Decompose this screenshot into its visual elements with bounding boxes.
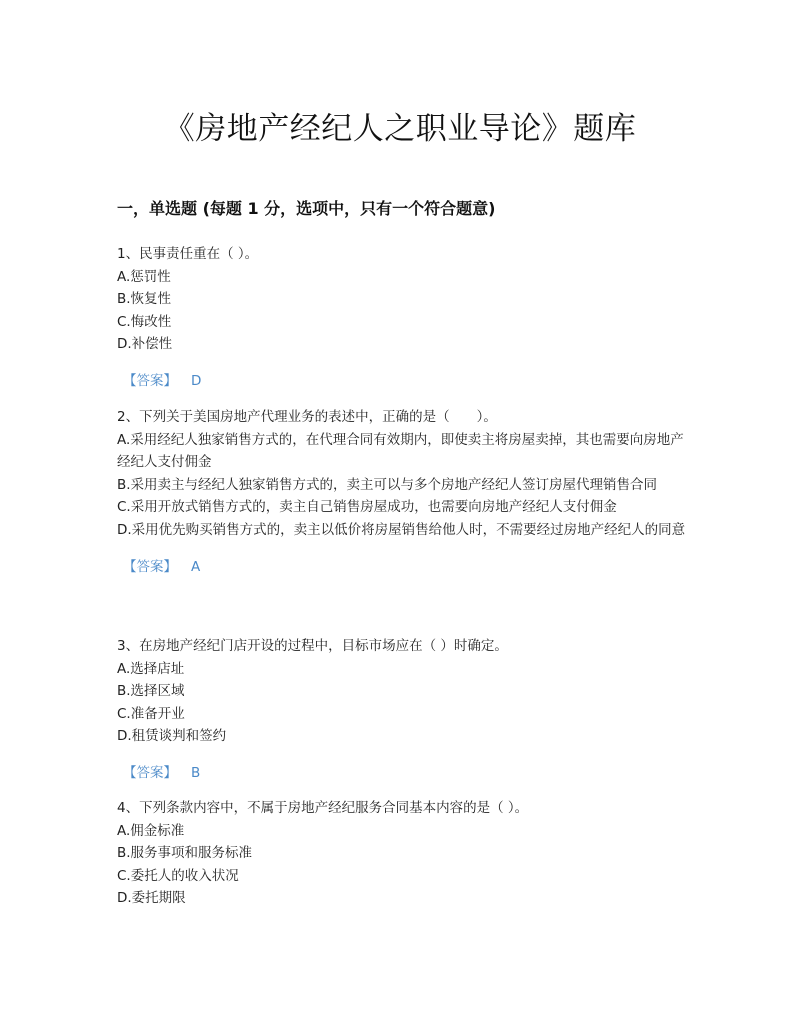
option-c: C.委托人的收入状况 [117,867,239,884]
option-b: B.选择区域 [117,683,185,700]
question-stem: 3、在房地产经纪门店开设的过程中，目标市场应在（ ）时确定。 [117,638,508,654]
question-3 [117,635,687,785]
answer-tag: 【答案】 [123,372,177,389]
question-1 [117,243,687,393]
option-d: D.补偿性 [117,336,173,353]
option-c: C.准备开业 [117,705,185,722]
page-title: 《房地产经纪人之职业导论》题库 [163,111,637,147]
option-b: B.采用卖主与经纪人独家销售方式的，卖主可以与多个房地产经纪人签订房屋代理销售合同 [117,476,658,493]
question-stem: 1、民事责任重在（ ）。 [117,246,259,262]
option-c: C.采用开放式销售方式的，卖主自己销售房屋成功，也需要向房地产经纪人支付佣金 [117,499,617,516]
option-d: D.租赁谈判和签约 [117,728,227,745]
question-stem: 4、下列条款内容中，不属于房地产经纪服务合同基本内容的是（ ）。 [117,800,529,816]
answer-value: B [191,764,201,781]
answer-line [117,556,687,579]
answer-line [117,370,687,393]
option-c: C.悔改性 [117,313,172,330]
answer-value: D [191,372,202,389]
answer-line [117,762,687,785]
option-b: B.服务事项和服务标准 [117,845,253,862]
answer-tag: 【答案】 [123,764,177,781]
option-a: A.惩罚性 [117,268,171,285]
option-a: A.佣金标准 [117,822,185,839]
section-heading: 一，单选题 (每题 1 分，选项中，只有一个符合题意) [117,199,496,218]
answer-tag: 【答案】 [123,558,177,575]
option-d: D.委托期限 [117,890,186,907]
option-a: A.采用经纪人独家销售方式的，在代理合同有效期内，即使卖主将房屋卖掉，其也需要向房地产经纪人支付佣金 [117,431,684,471]
answer-value: A [191,558,201,575]
option-a: A.选择店址 [117,660,185,677]
question-stem: 2、下列关于美国房地产代理业务的表述中，正确的是（ ）。 [117,409,497,425]
question-4 [117,797,687,910]
option-b: B.恢复性 [117,291,172,308]
question-2 [117,406,687,578]
option-d: D.采用优先购买销售方式的，卖主以低价将房屋销售给他人时，不需要经过房地产经纪人的同意 [117,521,686,538]
